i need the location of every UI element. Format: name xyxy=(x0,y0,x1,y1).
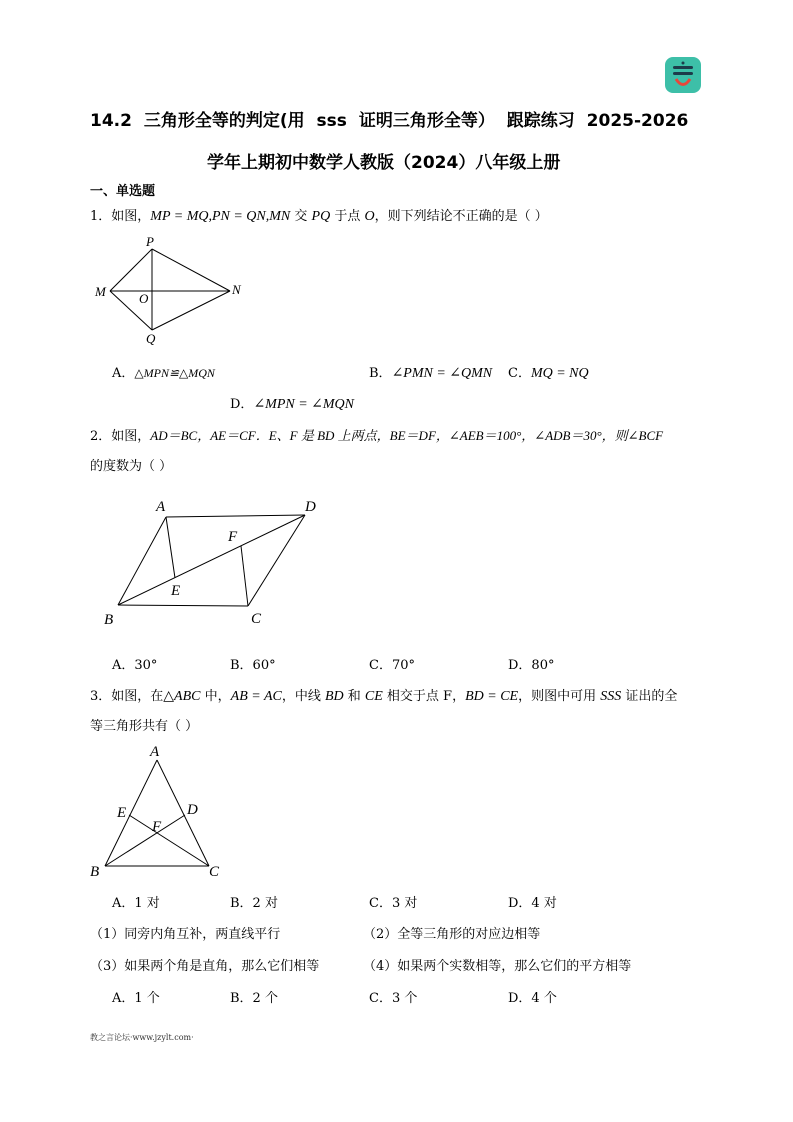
q2-label-e: E xyxy=(171,583,181,599)
q2-line-bc xyxy=(118,605,248,606)
footer-text: 教之言论坛·www.jzylt.com· xyxy=(90,1033,194,1042)
logo-icon xyxy=(665,57,701,93)
q1-condition: MP = MQ,PN = QN,MN xyxy=(150,209,291,224)
q2-line-ad xyxy=(166,515,305,517)
q1-o: O xyxy=(364,209,375,224)
question-3-stem-line1: 3．如图，在△ABC 中，AB = AC，中线 BD 和 CE 相交于点 F，BD = CE，则图中可用 SSS 证出的全 xyxy=(90,689,678,704)
q1-pq: PQ xyxy=(311,209,331,224)
q2-label-c: C xyxy=(251,611,262,627)
q1-label-p: P xyxy=(146,234,154,249)
q1-label-m: M xyxy=(95,284,106,299)
q3-option-a[interactable]: A．1 对 xyxy=(112,896,160,911)
q1-option-b-text: ∠PMN = ∠QMN xyxy=(391,366,493,381)
question-1-stem xyxy=(90,205,548,225)
q2-label-a: A xyxy=(156,499,166,515)
q3-label-a: A xyxy=(150,744,160,760)
q2-line-ab xyxy=(118,517,166,605)
page-title-line1: 14.2 三角形全等的判定(用 sss 证明三角形全等） 跟踪练习 2025-2026 xyxy=(90,111,689,131)
q1-tail: ，则下列结论不正确的是（ ） xyxy=(374,209,548,224)
q1-option-c-text: MQ = NQ xyxy=(530,366,589,381)
q3-line-ab xyxy=(105,760,157,866)
q4-statement-1: （1）同旁内角互补，两直线平行 xyxy=(90,927,281,942)
q4-statement-3: （3）如果两个角是直角，那么它们相等 xyxy=(90,959,320,974)
q2-option-a[interactable]: A．30° xyxy=(112,658,158,673)
q4-statement-2: （2）全等三角形的对应边相等 xyxy=(363,927,541,942)
q2-label-b: B xyxy=(104,612,114,628)
q3-label-c: C xyxy=(209,864,220,880)
q3-option-b[interactable]: B．2 对 xyxy=(230,896,278,911)
q1-label-o: O xyxy=(139,291,149,306)
q1-option-d-text: ∠MPN = ∠MQN xyxy=(253,397,355,412)
q3-figure xyxy=(88,742,228,882)
q2-option-b[interactable]: B．60° xyxy=(230,658,276,673)
q3-option-d[interactable]: D．4 对 xyxy=(508,896,557,911)
q1-label-q: Q xyxy=(146,331,156,346)
q1-option-b[interactable]: B．∠PMN = ∠QMN xyxy=(369,366,493,381)
q4-option-a[interactable]: A．1 个 xyxy=(112,991,160,1006)
q1-line-nq xyxy=(152,291,230,330)
q3-label-b: B xyxy=(90,864,100,880)
q3-label-f: F xyxy=(152,819,162,835)
page-title-line2: 学年上期初中数学人教版（2024）八年级上册 xyxy=(207,153,561,173)
question-3-stem-line2: 等三角形共有（ ） xyxy=(90,719,199,734)
q1-mid2: 于点 xyxy=(330,209,365,224)
q2-option-c[interactable]: C．70° xyxy=(369,658,415,673)
q2-option-d[interactable]: D．80° xyxy=(508,658,555,673)
q1-option-a[interactable]: A．△MPN≌△MQN xyxy=(112,366,215,381)
q3-line-ac xyxy=(157,760,209,866)
section-heading: 一、单选题 xyxy=(90,184,156,199)
q4-option-c[interactable]: C．3 个 xyxy=(369,991,418,1006)
q1-figure xyxy=(90,232,250,347)
logo xyxy=(665,57,701,93)
q1-option-c[interactable]: C．MQ = NQ xyxy=(508,366,589,381)
q1-label-n: N xyxy=(232,282,241,297)
q3-label-e: E xyxy=(117,805,127,821)
q1-option-d[interactable]: D．∠MPN = ∠MQN xyxy=(230,397,355,412)
q3-option-c[interactable]: C．3 对 xyxy=(369,896,418,911)
q2-label-f: F xyxy=(228,529,238,545)
q2-line-ae xyxy=(166,517,175,578)
q4-option-d[interactable]: D．4 个 xyxy=(508,991,557,1006)
q1-line-mp xyxy=(110,249,152,291)
q1-line-pn xyxy=(152,249,230,291)
q2-line-cf xyxy=(241,546,248,606)
q4-option-b[interactable]: B．2 个 xyxy=(230,991,278,1006)
q2-condition: AD＝BC，AE＝CF．E、F 是 BD 上两点，BE＝DF，∠AEB＝100°，∠ADB＝30°，则∠BCF xyxy=(150,428,664,443)
q1-number: 1．如图， xyxy=(90,209,151,224)
q2-figure xyxy=(98,495,328,630)
q4-statement-4: （4）如果两个实数相等，那么它们的平方相等 xyxy=(363,959,632,974)
q2-label-d: D xyxy=(305,499,316,515)
question-2-stem-line2: 的度数为（ ） xyxy=(90,459,173,474)
q1-option-a-text: △MPN≌△MQN xyxy=(134,366,215,380)
question-2-stem-line1: 2．如图，AD＝BC，AE＝CF．E、F 是 BD 上两点，BE＝DF，∠AEB＝100°，∠ADB＝30°，则∠BCF xyxy=(90,428,664,444)
q1-mid: 交 xyxy=(290,209,312,224)
q3-label-d: D xyxy=(187,802,198,818)
